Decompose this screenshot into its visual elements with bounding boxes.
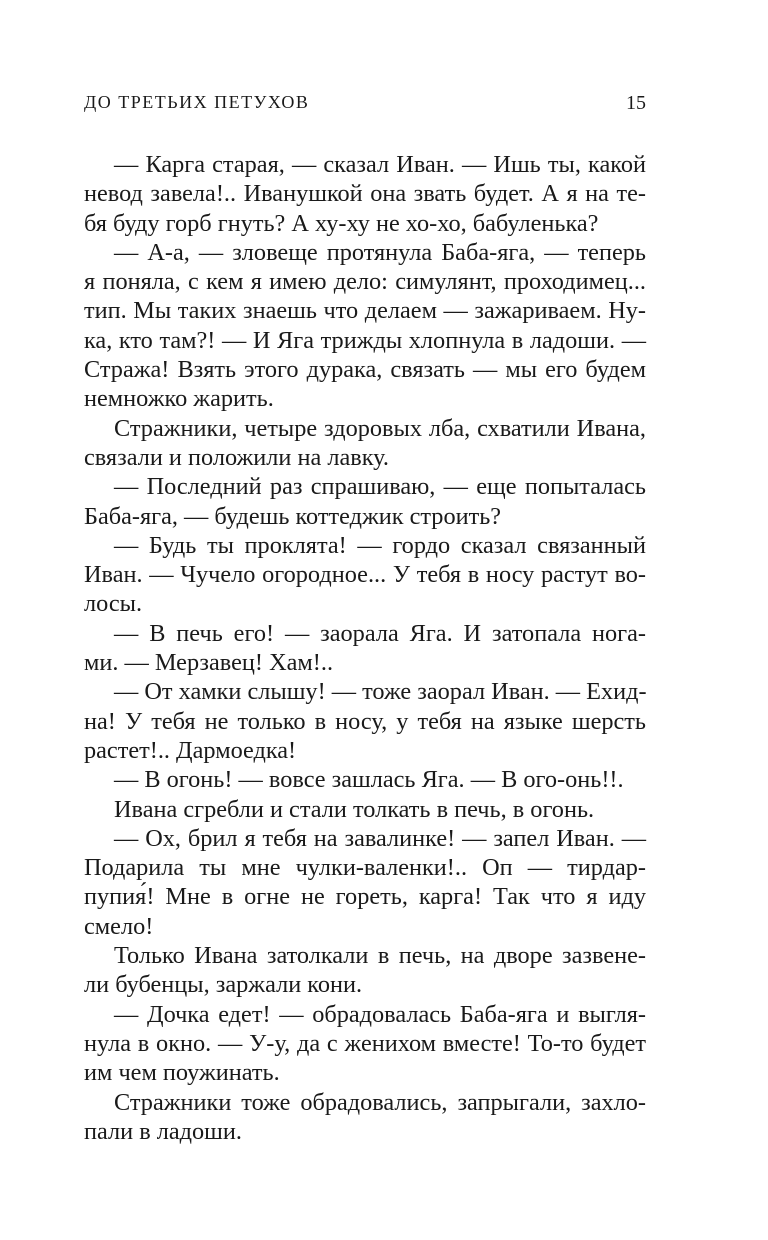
text-line: невод завела!.. Иванушкой она звать будет. А я на те- [84,180,646,208]
running-title: ДО ТРЕТЬИХ ПЕТУХОВ [84,92,310,112]
text-line: Подарила ты мне чулки-валенки!.. Оп — тирдар- [84,854,646,882]
text-line: связали и положили на лавку. [84,443,389,471]
text-line: ли бубенцы, заржали кони. [84,971,363,999]
text-line: Баба-яга, — будешь коттеджик строить? [84,502,502,530]
text-line: смело! [84,912,154,940]
text-line: Стражники тоже обрадовались, запрыгали, захло- [114,1088,646,1116]
text-line: Ивана сгребли и стали толкать в печь, в огонь. [114,795,595,823]
text-line: Стража! Взять этого дурака, связать — мы его будем [84,356,646,384]
text-line: Только Ивана затолкали в печь, на дворе зазвене- [114,942,646,970]
text-line: немножко жарить. [84,385,274,413]
text-line: растет!.. Дармоедка! [84,736,297,764]
text-line: тип. Мы таких знаешь что делаем — зажариваем. Ну- [84,297,646,325]
text-line: ка, кто там?! — И Яга трижды хлопнула в ладоши. — [84,326,646,354]
text-line: им чем поужинать. [84,1059,280,1087]
text-line: — Карга старая, — сказал Иван. — Ишь ты, какой [114,151,646,178]
text-line: ми. — Мерзавец! Хам!.. [84,649,334,677]
text-line: Иван. — Чучело огородное... У тебя в носу растут во- [84,561,646,589]
text-line: бя буду горб гнуть? А ху-ху не хо-хо, бабуленька? [84,209,599,237]
book-page [84,92,646,1146]
text-line: я поняла, с кем я имею дело: симулянт, проходимец... [84,268,646,296]
text-line: — В печь его! — заорала Яга. И затопала нога- [114,619,646,647]
text-line: пали в ладоши. [84,1117,242,1145]
text-line: — Дочка едет! — обрадовалась Баба-яга и выгля- [114,1000,646,1028]
text-line: нула в окно. — У-у, да с женихом вместе! То-то будет [84,1029,646,1057]
text-line: лосы. [84,590,143,618]
page-number: 15 [626,92,646,114]
text-line: пупия́! Мне в огне не гореть, карга! Так что я иду [84,883,646,911]
text-line: — А-а, — зловеще протянула Баба-яга, — теперь [114,238,646,266]
text-line: — В огонь! — вовсе зашлась Яга. — В ого-онь!!. [114,766,624,794]
text-line: на! У тебя не только в носу, у тебя на языке шерсть [84,707,646,735]
body-text [84,150,646,1146]
text-line: — Ох, брил я тебя на завалинке! — запел Иван. — [114,824,646,852]
text-line: — От хамки слышу! — тоже заорал Иван. — Ехид- [114,678,647,706]
page-header [84,92,646,120]
text-line: Стражники, четыре здоровых лба, схватили Ивана, [114,414,646,442]
text-line: — Будь ты проклята! — гордо сказал связанный [114,531,646,559]
text-line: — Последний раз спрашиваю, — еще попыталась [114,473,646,501]
